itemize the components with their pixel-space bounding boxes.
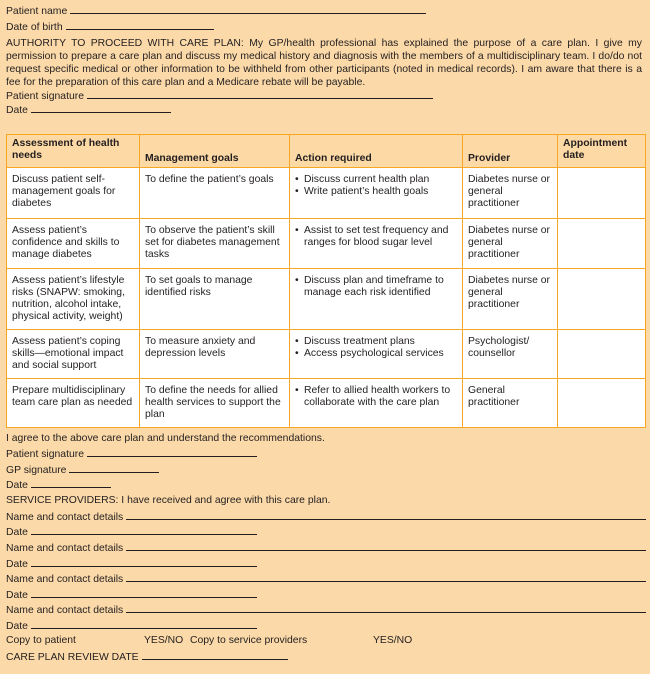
name-contact-field[interactable] [126, 541, 646, 551]
header-assessment: Assessment of health needs [7, 135, 140, 168]
provider-contact-row [6, 572, 646, 586]
provider-contact-row [6, 510, 646, 524]
agree-statement: I agree to the above care plan and understand the recommendations. [6, 433, 325, 444]
provider-date-label: Date [6, 559, 28, 570]
assessment-cell: Discuss patient self-management goals for diabetes [7, 168, 140, 219]
action-item: • Discuss current health plan [295, 174, 457, 186]
provider-cell: Diabetes nurse or general practitioner [463, 269, 558, 330]
name-contact-label: Name and contact details [6, 574, 124, 585]
goal-cell: To define the needs for allied health services to support the plan [140, 379, 290, 428]
provider-cell: General practitioner [463, 379, 558, 428]
action-cell [290, 269, 463, 330]
action-cell [290, 168, 463, 219]
assessment-cell: Assess patient’s lifestyle risks (SNAPW: smoking, nutrition, alcohol intake, physical activity, weight) [7, 269, 140, 330]
provider-cell: Diabetes nurse or general practitioner [463, 219, 558, 269]
gp-signature-label: GP signature [6, 465, 67, 476]
provider-date-label: Date [6, 621, 28, 632]
provider-date-field[interactable] [31, 525, 257, 535]
patient-signature-field[interactable] [87, 89, 433, 99]
provider-date-label: Date [6, 590, 28, 601]
patient-name-row [6, 4, 426, 18]
provider-date-label: Date [6, 527, 28, 538]
goal-cell: To observe the patient’s skill set for diabetes management tasks [140, 219, 290, 269]
header-appointment-date: Appointment date [558, 135, 646, 168]
name-contact-field[interactable] [126, 572, 646, 582]
name-contact-label: Name and contact details [6, 543, 124, 554]
appointment-cell[interactable] [558, 269, 646, 330]
assessment-cell: Assess patient’s coping skills—emotional impact and social support [7, 330, 140, 379]
header-action-required: Action required [290, 135, 463, 168]
care-plan-table [6, 134, 646, 428]
table-row [7, 269, 646, 330]
footer-date-field[interactable] [31, 478, 111, 488]
review-date-label: CARE PLAN REVIEW DATE [6, 652, 139, 663]
name-contact-field[interactable] [126, 603, 646, 613]
review-date-field[interactable] [142, 650, 288, 660]
name-contact-label: Name and contact details [6, 512, 124, 523]
provider-date-row [6, 557, 257, 571]
name-contact-field[interactable] [126, 510, 646, 520]
action-cell [290, 219, 463, 269]
dob-label: Date of birth [6, 22, 63, 33]
footer-date-row [6, 478, 111, 492]
action-item: • Refer to allied health workers to collaborate with the care plan [295, 385, 457, 409]
copy-to-patient-label: Copy to patient [6, 635, 76, 646]
table-row [7, 330, 646, 379]
footer-patient-signature-field[interactable] [87, 447, 257, 457]
header-date-field[interactable] [31, 103, 171, 113]
provider-date-row [6, 588, 257, 602]
table-header-row [7, 135, 646, 168]
action-item: • Discuss plan and timeframe to manage each risk identified [295, 275, 457, 299]
name-contact-label: Name and contact details [6, 605, 124, 616]
copy-to-patient-yes-no[interactable]: YES/NO [144, 635, 184, 646]
table-row [7, 379, 646, 428]
header-date-label: Date [6, 105, 28, 116]
action-item: • Access psychological services [295, 348, 457, 360]
gp-signature-row [6, 463, 159, 477]
provider-cell: Diabetes nurse or general practitioner [463, 168, 558, 219]
provider-date-field[interactable] [31, 557, 257, 567]
provider-cell: Psychologist/ counsellor [463, 330, 558, 379]
provider-date-row [6, 619, 257, 633]
dob-row [6, 20, 214, 34]
table-row [7, 219, 646, 269]
provider-contact-row [6, 541, 646, 555]
service-providers-statement: SERVICE PROVIDERS: I have received and agree with this care plan. [6, 495, 331, 506]
appointment-cell[interactable] [558, 219, 646, 269]
appointment-cell[interactable] [558, 330, 646, 379]
table-row [7, 168, 646, 219]
assessment-cell: Prepare multidisciplinary team care plan as needed [7, 379, 140, 428]
copy-to-providers-label: Copy to service providers [190, 635, 308, 646]
footer-date-label: Date [6, 480, 28, 491]
footer-patient-signature-label: Patient signature [6, 449, 84, 460]
provider-date-field[interactable] [31, 619, 257, 629]
patient-name-field[interactable] [70, 4, 426, 14]
assessment-cell: Assess patient’s confidence and skills to manage diabetes [7, 219, 140, 269]
goal-cell: To define the patient’s goals [140, 168, 290, 219]
action-item: • Assist to set test frequency and ranges for blood sugar level [295, 225, 457, 249]
header-provider: Provider [463, 135, 558, 168]
goal-cell: To measure anxiety and depression levels [140, 330, 290, 379]
gp-signature-field[interactable] [69, 463, 159, 473]
header-management-goals: Management goals [140, 135, 290, 168]
provider-date-row [6, 525, 257, 539]
patient-name-label: Patient name [6, 6, 68, 17]
provider-date-field[interactable] [31, 588, 257, 598]
action-item: • Discuss treatment plans [295, 336, 457, 348]
patient-signature-row [6, 89, 433, 103]
provider-contact-row [6, 603, 646, 617]
review-date-row [6, 650, 288, 664]
action-cell [290, 379, 463, 428]
action-cell [290, 330, 463, 379]
footer-patient-signature-row [6, 447, 257, 461]
appointment-cell[interactable] [558, 168, 646, 219]
authority-paragraph: AUTHORITY TO PROCEED WITH CARE PLAN: My GP/health professional has explained the purpose of a care plan. I give my permission to prepare a care plan and discuss my medical history and diagnosis with the members of a multidisciplinary team. I do/do not request specific medical or other information to be withheld from other participants (noted in medical records). I am aware that there is a fee for the preparation of this care plan and a Medicare rebate will be payable. [6, 38, 642, 88]
header-date-row [6, 103, 171, 117]
appointment-cell[interactable] [558, 379, 646, 428]
dob-field[interactable] [66, 20, 214, 30]
copy-to-providers-yes-no[interactable]: YES/NO [373, 635, 413, 646]
goal-cell: To set goals to manage identified risks [140, 269, 290, 330]
patient-signature-label: Patient signature [6, 91, 84, 102]
action-item: • Write patient’s health goals [295, 186, 457, 198]
